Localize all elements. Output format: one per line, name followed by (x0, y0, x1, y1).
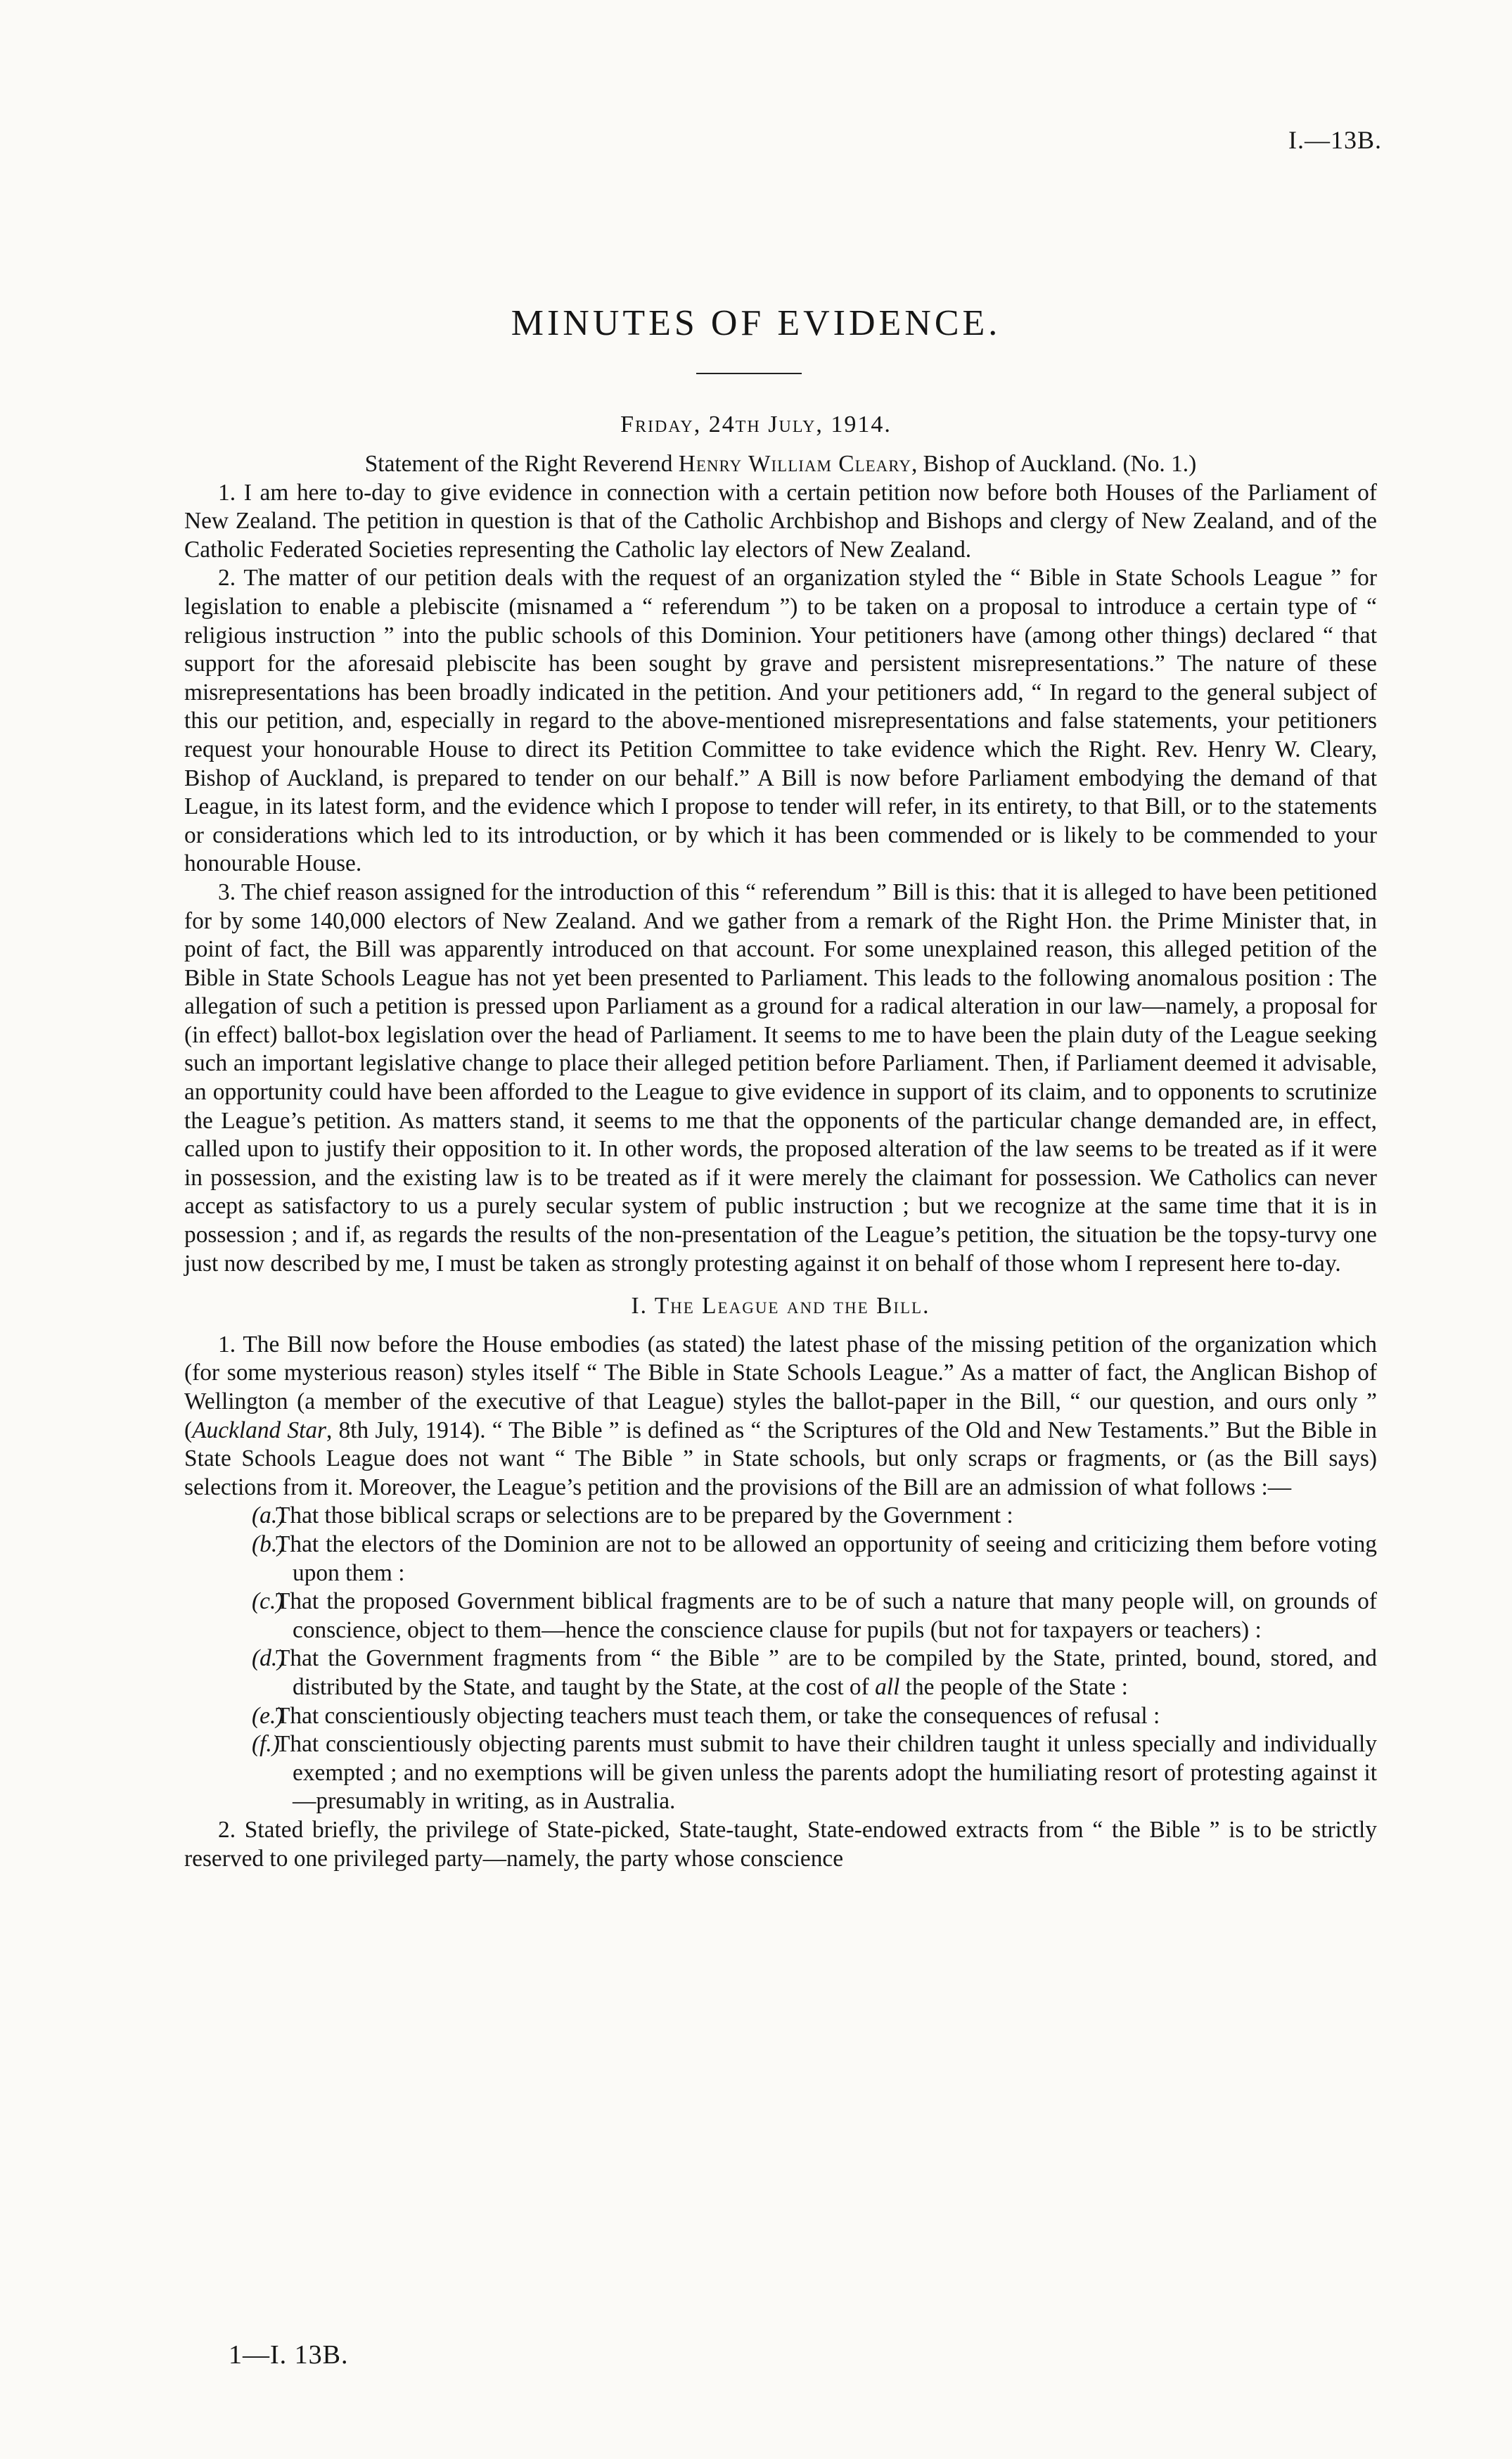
statement-prefix: Statement of the Right Reverend (364, 451, 679, 477)
list-item-text: That the electors of the Dominion are not to be allowed an opportunity of seeing and criticizing them before voting upon them : (276, 1531, 1377, 1586)
statement-name: Henry William Cleary (678, 451, 911, 477)
list-item (184, 1531, 1377, 1588)
list-item-label: (f.) (252, 1731, 280, 1758)
list-item-label: (b.) (252, 1531, 286, 1557)
list-item-text-b: the people of the State : (899, 1673, 1128, 1700)
closing-paragraph: 2. Stated briefly, the privilege of State-picked, State-taught, State-endowed extracts from “ the Bible ” is to be strictly reserved to one privileged party—namely, the party whose conscience (184, 1816, 1377, 1872)
list-item-text-a: That the Government fragments from “ the Bible ” are to be compiled by the State, printed, bound, stored, and distributed by the State, and taught by the State, at the cost of (276, 1645, 1377, 1700)
list-item-label: (c.) (252, 1588, 284, 1615)
list-item-text: That conscientiously objecting parents must submit to have their children taught it unless specially and individually exempted ; and no exemptions will be given unless the parents adopt the humiliating resort of protesting against it—presumably in writing, as in Australia. (276, 1731, 1377, 1815)
page-reference: I.—13B. (1288, 126, 1382, 154)
footer-signature: 1—I. 13B. (229, 2340, 349, 2370)
list-item-label: (d.) (252, 1645, 286, 1672)
paragraph-1: 1. I am here to-day to give evidence in connection with a certain petition now before both Houses of the Parliament of New Zealand. The petition in question is that of the Catholic Archbishop and Bishops and clergy of New Zealand, and of the Catholic Federated Societies representing the Catholic lay electors of New Zealand. (184, 479, 1377, 563)
title-divider (696, 373, 802, 374)
list-item-label: (e.) (252, 1702, 284, 1729)
list-item (184, 1730, 1377, 1816)
page-title: MINUTES OF EVIDENCE. (511, 303, 1001, 343)
list-item-text: That conscientiously objecting teachers must teach them, or take the consequences of refusal : (276, 1702, 1160, 1729)
list-item-text (276, 1644, 1377, 1701)
section-para-text-a: 1. The Bill now before the House embodies (as stated) the latest phase of the missing petition of the organization which (for some mysterious reason) styles itself “ The Bible in State Schools League.” As a matter of fact, the Anglican Bishop of Wellington (a member of the executive of that League) styles the ballot-paper in the Bill, “ our question, and ours only ” ( (184, 1331, 1377, 1443)
list-item-text: That those biblical scraps or selections are to be prepared by the Government : (276, 1502, 1013, 1529)
list-item-emphasis: all (875, 1673, 900, 1700)
list-item (184, 1644, 1377, 1701)
provisions-list (184, 1502, 1377, 1816)
list-item-label: (a.) (252, 1502, 286, 1529)
section-heading: I. The League and the Bill. (631, 1293, 930, 1320)
section-paragraph-1 (184, 1331, 1377, 1502)
list-item (184, 1702, 1377, 1731)
list-item-text: That the proposed Government biblical fragments are to be of such a nature that many people will, on grounds of conscience, object to them—hence the conscience clause for pupils (but not for taxpayers or teachers) : (276, 1588, 1377, 1643)
statement-suffix: , Bishop of Auckland. (No. 1.) (911, 451, 1197, 477)
date-line: Friday, 24th July, 1914. (620, 411, 892, 437)
section-para-text-b: , 8th July, 1914). “ The Bible ” is defined as “ the Scriptures of the Old and New Testaments.” But the Bible in State Schools League does not want “ The Bible ” in State schools, but only scraps or fragments, or (as the Bill says) selections from it. Moreover, the League’s petition and the provisions of the Bill are an admission of what follows :— (184, 1417, 1377, 1500)
body-text (184, 450, 1377, 1873)
list-item (184, 1502, 1377, 1531)
list-item (184, 1588, 1377, 1644)
section-para-source: Auckland Star (192, 1417, 327, 1443)
paragraph-2: 2. The matter of our petition deals with the request of an organization styled the “ Bible in State Schools League ” for legislation to enable a plebiscite (misnamed a “ referendum ”) to be taken on a proposal to introduce a certain type of “ religious instruction ” into the public schools of this Dominion. Your petitioners have (among other things) declared “ that support for the aforesaid plebiscite has been sought by grave and persistent misrepresentations.” The nature of these misrepresentations has been broadly indicated in the petition. And your petitioners add, “ In regard to the general subject of this our petition, and, especially in regard to the above-mentioned misrepresentations and false statements, your petitioners request your honourable House to direct its Petition Committee to take evidence which the Right. Rev. Henry W. Cleary, Bishop of Auckland, is prepared to tender on our behalf.” A Bill is now before Parliament embodying the demand of that League, in its latest form, and the evidence which I propose to tender will refer, in its entirety, to that Bill, or to the statements or considerations which led to its introduction, or by which it has been commended or is likely to be commended to your honourable House. (184, 565, 1377, 877)
statement-line (184, 450, 1377, 479)
paragraph-3: 3. The chief reason assigned for the introduction of this “ referendum ” Bill is this: that it is alleged to have been petitioned for by some 140,000 electors of New Zealand. And we gather from a remark of the Right Hon. the Prime Minister that, in point of fact, the Bill was apparently introduced on that account. For some unexplained reason, this alleged petition of the Bible in State Schools League has not yet been presented to Parliament. This leads to the following anomalous position : The allegation of such a petition is pressed upon Parliament as a ground for a radical alteration in our law—namely, a proposal for (in effect) ballot-box legislation over the head of Parliament. It seems to me to have been the plain duty of the League seeking such an important legislative change to place their alleged petition before Parliament. Then, if Parliament deemed it advisable, an opportunity could have been afforded to the League to give evidence in support of its claim, and to opponents to scrutinize the League’s petition. As matters stand, it seems to me that the opponents of the particular change demanded are, in effect, called upon to justify their opposition to it. In other words, the proposed alteration of the law seems to be treated as if it were in possession, and the existing law is to be treated as if it were merely the claimant for possession. We Catholics can never accept as satisfactory to us a purely secular system of public instruction ; but we recognize at the same time that it is in possession ; and if, as regards the results of the non-presentation of the League’s petition, the situation be the topsy-turvy one just now described by me, I must be taken as strongly protesting against it on behalf of those whom I represent here to-day. (184, 879, 1377, 1277)
